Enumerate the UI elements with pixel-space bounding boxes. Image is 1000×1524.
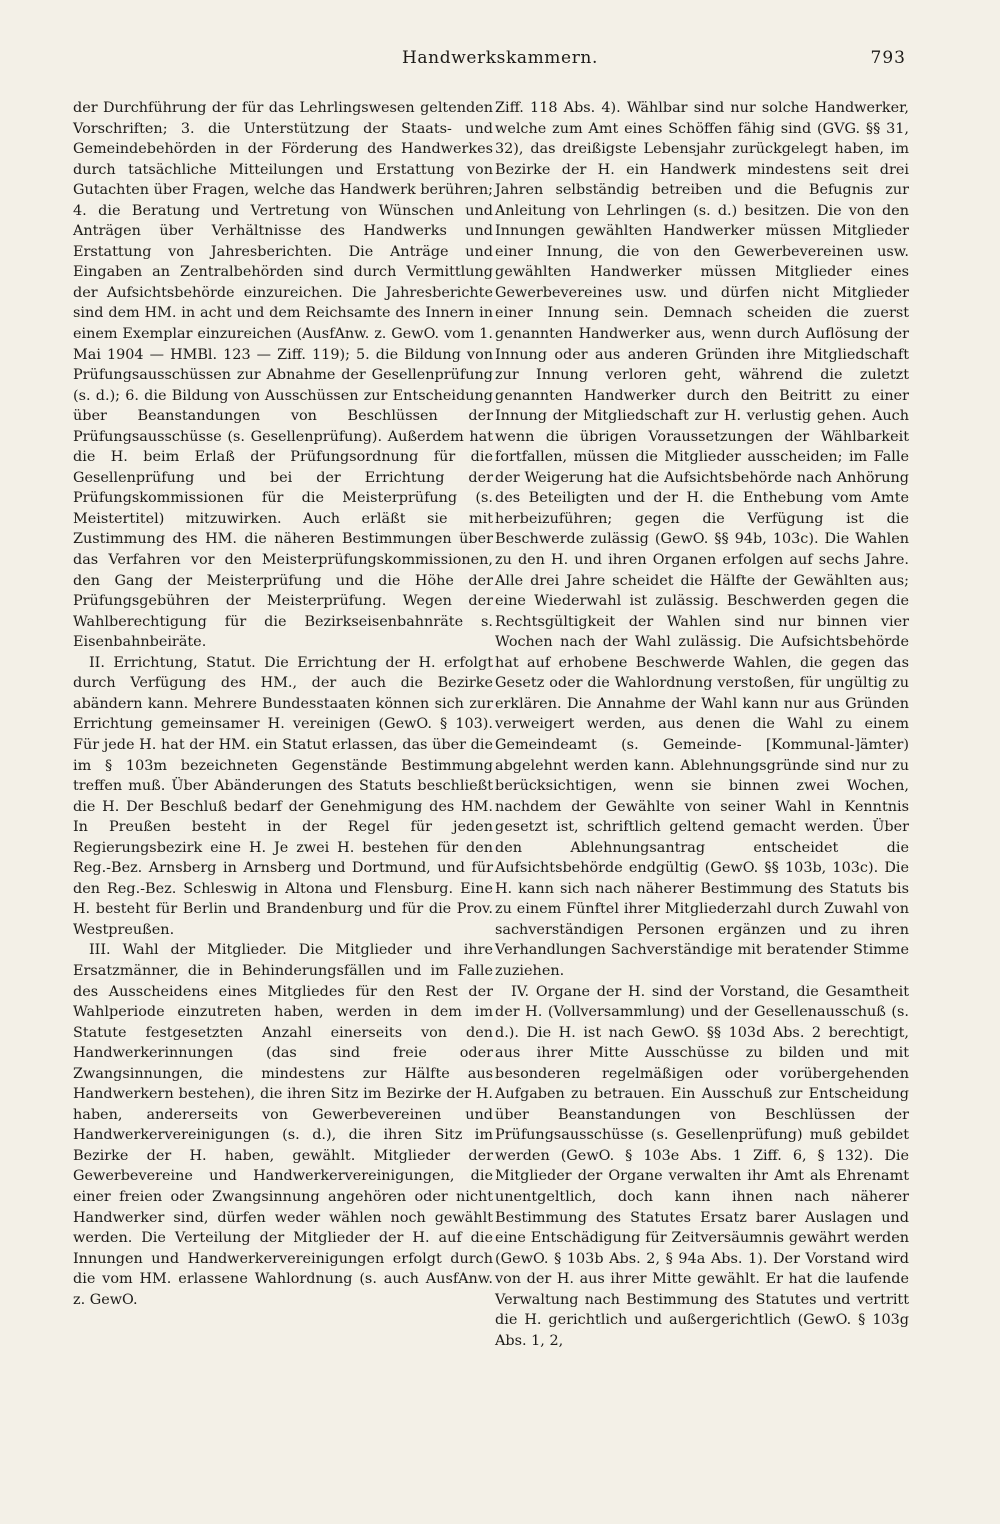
paragraph-organe: IV. Organe der H. sind der Vorstand, die Gesamtheit der H. (Vollversammlung) und der Gesellenausschuß (s. d.). Die H. ist nach GewO. §§ 103d Abs. 2 berechtigt, aus ihrer Mitte Ausschüsse zu bilden und mit besonderen regelmäßigen oder vorübergehenden Aufgaben zu betrauen. Ein Ausschuß zur Entscheidung über Beanstandungen von Beschlüssen der Prüfungsausschüsse (s. Gesellenprüfung) muß gebildet werden (GewO. § 103e Abs. 1 Ziff. 6, § 132). Die Mitglieder der Organe verwalten ihr Amt als Ehrenamt unentgeltlich, doch kann ihnen nach näherer Bestimmung des Statutes Ersatz barer Auslagen und eine Entschädigung für Zeitversäumnis gewährt werden (GewO. § 103b Abs. 2, § 94a Abs. 1). Der Vorstand wird von der H. aus ihrer Mitte gewählt. Er hat die laufende Verwaltung nach Bestimmung des Statutes und vertritt die H. gerichtlich und außergerichtlich (GewO. § 103g Abs. 1, 2, bbox=[495, 983, 909, 1349]
paragraph-errichtung-statut: II. Errichtung, Statut. Die Errichtung der H. erfolgt durch Verfügung des HM., der auch die Bezirke abändern kann. Mehrere Bundesstaaten können sich zur Errichtung gemeinsamer H. vereinigen (GewO. § 103). Für jede H. hat der HM. ein Statut erlassen, das über die im § 103m bezeichneten Gegenstände Bestimmung treffen muß. Über Abänderungen des Statuts beschließt die H. Der Beschluß bedarf der Genehmigung des HM. In Preußen besteht in der Regel für jeden Regierungsbezirk eine H. Je zwei H. bestehen für den Reg.-Bez. Arnsberg in Arnsberg und Dortmund, und für den Reg.-Bez. Schleswig in Altona und Flensburg. Eine H. besteht für Berlin und Brandenburg und für die Prov. Westpreußen. bbox=[73, 654, 493, 938]
paragraph-wahl-continued: Ziff. 118 Abs. 4). Wählbar sind nur solche Handwerker, welche zum Amt eines Schöffen fähig sind (GVG. §§ 31, 32), das dreißigste Lebensjahr zurückgelegt haben, im Bezirke der H. ein Handwerk mindestens seit drei Jahren selbständig betreiben und die Befugnis zur Anleitung von Lehrlingen (s. d.) besitzen. Die von den Innungen gewählten Handwerker müssen Mitglieder einer Innung, die von den Gewerbevereinen usw. gewählten Handwerker müssen Mitglieder eines Gewerbevereines usw. und dürfen nicht Mitglieder einer Innung sein. Demnach scheiden die zuerst genannten Handwerker aus, wenn durch Auflösung der Innung oder aus anderen Gründen ihre Mitgliedschaft zur Innung verloren geht, während die zuletzt genannten Handwerker durch den Beitritt zu einer Innung der Mitgliedschaft zur H. verlustig gehen. Auch wenn die übrigen Voraussetzungen der Wählbarkeit fortfallen, müssen die Mitglieder ausscheiden; im Falle der Weigerung hat die Aufsichtsbehörde nach Anhörung des Beteiligten und der H. die Enthebung vom Amte herbeizuführen; gegen die Verfügung ist die Beschwerde zulässig (GewO. §§ 94b, 103c). Die Wahlen zu den H. und ihren Organen erfolgen auf sechs Jahre. Alle drei Jahre scheidet die Hälfte der Gewählten aus; eine Wiederwahl ist zulässig. Beschwerden gegen die Rechtsgültigkeit der Wahlen sind nur binnen vier Wochen nach der Wahl zulässig. Die Aufsichtsbehörde hat auf erhobene Beschwerde Wahlen, die gegen das Gesetz oder die Wahlordnung verstoßen, für ungültig zu erklären. Die Annahme der Wahl kann nur aus Gründen verweigert werden, aus denen die Wahl zu einem Gemeindeamt (s. Gemeinde- [Kommunal-]ämter) abgelehnt werden kann. Ablehnungsgründe sind nur zu berücksichtigen, wenn sie binnen zwei Wochen, nachdem der Gewählte von seiner Wahl in Kenntnis gesetzt ist, schriftlich geltend gemacht werden. Über den Ablehnungsantrag entscheidet die Aufsichtsbehörde endgültig (GewO. §§ 103b, 103c). Die H. kann sich nach näherer Bestimmung des Statuts bis zu einem Fünftel ihrer Mitgliederzahl durch Zuwahl von sachverständigen Personen ergänzen und zu ihren Verhandlungen Sachverständige mit beratender Stimme zuziehen. bbox=[495, 100, 909, 979]
page-header bbox=[0, 48, 1000, 78]
paragraph-functions-continued: der Durchführung der für das Lehrlingswesen geltenden Vorschriften; 3. die Unterstützung der Staats- und Gemeindebehörden in der Förderung des Handwerkes durch tatsächliche Mitteilungen und Erstattung von Gutachten über Fragen, welche das Handwerk berühren; 4. die Beratung und Vertretung von Wünschen und Anträgen über Verhältnisse des Handwerks und Erstattung von Jahresberichten. Die Anträge und Eingaben an Zentralbehörden sind durch Vermittlung der Aufsichtsbehörde einzureichen. Die Jahresberichte sind dem HM. in acht und dem Reichsamte des Innern in einem Exemplar einzureichen (AusfAnw. z. GewO. vom 1. Mai 1904 — HMBl. 123 — Ziff. 119); 5. die Bildung von Prüfungsausschüssen zur Abnahme der Gesellenprüfung (s. d.); 6. die Bildung von Ausschüssen zur Entscheidung über Beanstandungen von Beschlüssen der Prüfungsausschüsse (s. Gesellenprüfung). Außerdem hat die H. beim Erlaß der Prüfungsordnung für die Gesellenprüfung und bei der Errichtung der Prüfungskommissionen für die Meisterprüfung (s. Meistertitel) mitzuwirken. Auch erläßt sie mit Zustimmung des HM. die näheren Bestimmungen über das Verfahren vor den Meisterprüfungskommissionen, den Gang der Meisterprüfung und die Höhe der Prüfungsgebühren der Meisterprüfung. Wegen der Wahlberechtigung für die Bezirkseisenbahnräte s. Eisenbahnbeiräte. bbox=[73, 100, 493, 651]
running-title: Handwerkskammern. bbox=[402, 48, 598, 68]
right-column bbox=[495, 98, 909, 1351]
left-column bbox=[73, 98, 493, 1310]
page-number: 793 bbox=[870, 48, 906, 68]
paragraph-wahl-der-mitglieder: III. Wahl der Mitglieder. Die Mitglieder und ihre Ersatzmänner, die in Behinderungsfällen und im Falle des Ausscheidens eines Mitgliedes für den Rest der Wahlperiode einzutreten haben, werden in dem im Statute festgesetzten Anzahl einerseits von den Handwerkerinnungen (das sind freie oder Zwangsinnungen, die mindestens zur Hälfte aus Handwerkern bestehen), die ihren Sitz im Bezirke der H. haben, andererseits von Gewerbevereinen und Handwerkervereinigungen (s. d.), die ihren Sitz im Bezirke der H. haben, gewählt. Mitglieder der Gewerbevereine und Handwerkervereinigungen, die einer freien oder Zwangsinnung angehören oder nicht Handwerker sind, dürfen weder wählen noch gewählt werden. Die Verteilung der Mitglieder der H. auf die Innungen und Handwerkervereinigungen erfolgt durch die vom HM. erlassene Wahlordnung (s. auch AusfAnw. z. GewO. bbox=[73, 942, 493, 1308]
